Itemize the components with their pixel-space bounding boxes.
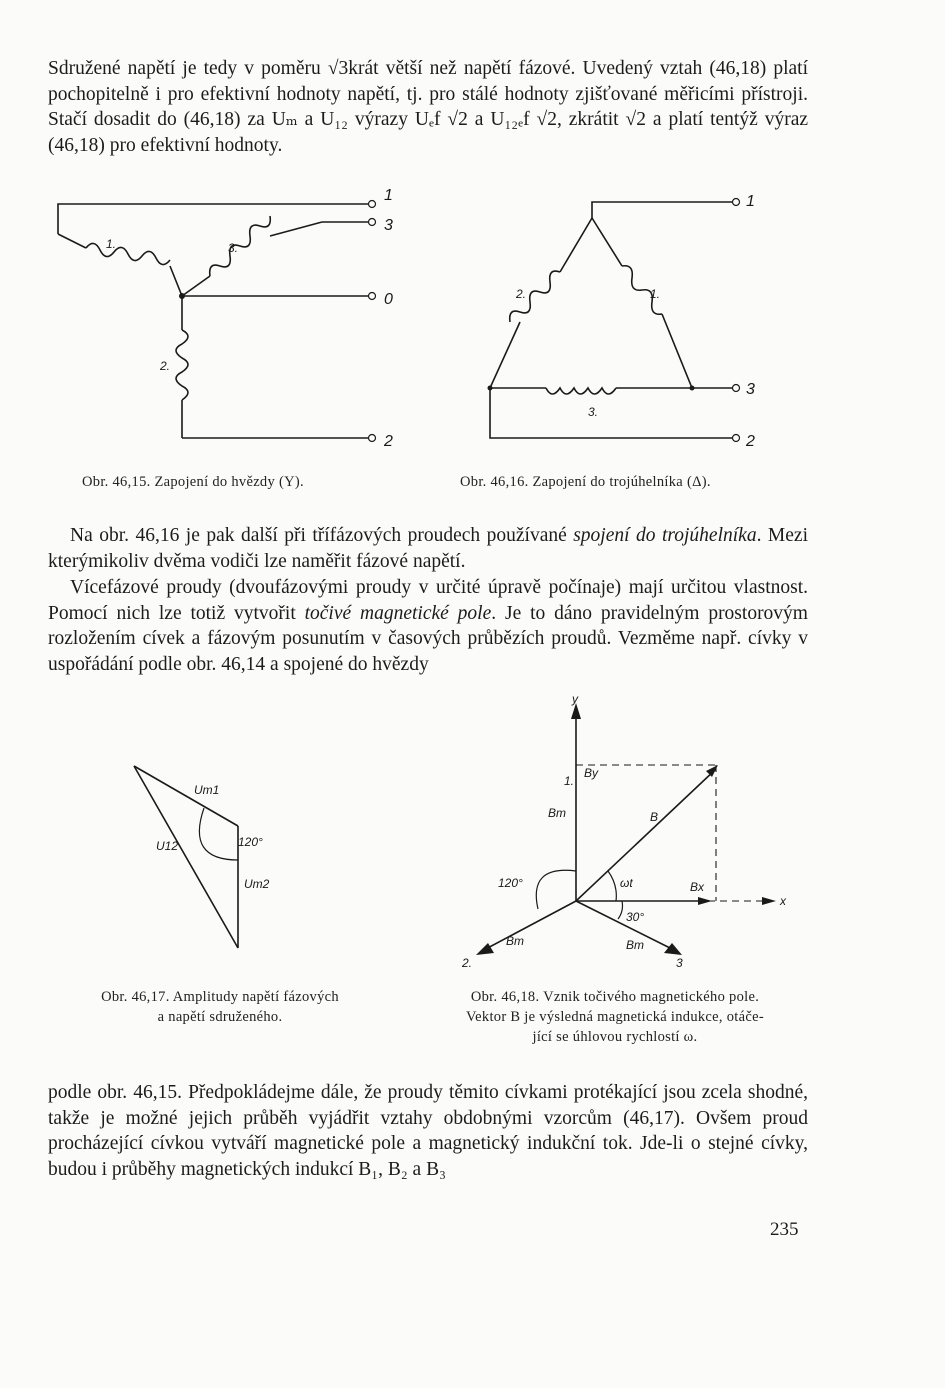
fig18-label-bm-3: Bm xyxy=(626,938,644,952)
fig16-coil-1: 1. xyxy=(650,287,661,301)
fig15-coil-1: 1. xyxy=(106,237,117,251)
fig18-label-wt: ωt xyxy=(620,876,633,890)
fig16-coil-3: 3. xyxy=(588,405,599,419)
fig16-terminal-2: 2 xyxy=(746,433,755,450)
fig15-caption: Obr. 46,15. Zapojení do hvězdy (Y). xyxy=(82,474,304,490)
page-number: 235 xyxy=(770,1219,799,1240)
fig15-coil-2: 2. xyxy=(160,359,171,373)
fig18-label-by: By xyxy=(584,766,599,780)
fig18-label-one: 1. xyxy=(564,774,575,788)
fig18-label-y: y xyxy=(572,692,578,706)
fig16-caption: Obr. 46,16. Zapojení do trojúhelníka (Δ). xyxy=(460,474,711,490)
fig17-caption: Obr. 46,17. Amplitudy napětí fázových a napětí sdruženého. xyxy=(101,989,339,1025)
fig18-label-30: 30° xyxy=(626,910,645,924)
fig18-label-bx: Bx xyxy=(690,880,705,894)
fig15-terminal-2: 2 xyxy=(384,433,393,450)
paragraph-4: podle obr. 46,15. Předpokládejme dále, že proudy těmito cívkami protékající jsou zcela shodné, takže je možné jejich průběh vyjádřit vztahy obdobnými vzorcům (46,17). Ovšem proud procházející cívkou vytváří magnetické pole a magnetický indukční tok. Jde-li o stejné cívky, budou i průběhy magnetických indukcí B₁, B₂ a B₃ xyxy=(48,1082,808,1180)
fig18-label-bm-2: Bm xyxy=(506,934,524,948)
fig18-label-b: B xyxy=(650,810,659,824)
fig17-label-angle: 120° xyxy=(238,835,263,849)
fig15-terminal-3: 3 xyxy=(384,217,393,234)
fig15-terminal-1: 1 xyxy=(384,187,393,204)
fig17-label-um2: Um2 xyxy=(244,877,270,891)
fig17-label-um1: Um1 xyxy=(194,783,220,797)
fig18-label-x: x xyxy=(780,894,786,908)
fig15-terminal-0: 0 xyxy=(384,291,393,308)
figure-delta-connection xyxy=(470,180,790,460)
fig18-label-120: 120° xyxy=(498,876,523,890)
figure-rotating-field xyxy=(450,692,810,985)
fig18-caption: Obr. 46,18. Vznik točivého magnetického pole. Vektor B je výsledná magnetická indukce, otáče- jící se úhlovou rychlostí ω. xyxy=(466,989,764,1045)
figure-voltage-triangle xyxy=(120,750,320,970)
figure-star-connection xyxy=(40,180,420,460)
fig15-coil-3: 3. xyxy=(228,241,239,255)
paragraph-3: Vícefázové proudy (dvoufázovými proudy v určité úpravě počínaje) mají určitou vlastnost. Pomocí nich lze totiž vytvořit točivé magnetické pole. Je to dáno pravidelným prostorovým rozložením cívek a fázovým posunutím v časových průbězích proudů. Vezměme např. cívky v uspořádání podle obr. 46,14 a spojené do hvězdy xyxy=(48,577,808,675)
fig16-coil-2: 2. xyxy=(516,287,527,301)
paragraph-1: Sdružené napětí je tedy v poměru √3krát větší než napětí fázové. Uvedený vztah (46,18) platí pochopitelně i pro efektivní hodnoty napětí, tj. pro stálé hodnoty zjišťované měřicími přístroji. Stačí dosadit do (46,18) za Uₘ a U₁₂ výrazy Uₑf √2 a U₁₂ₑf √2, zkrátit √2 a platí tentýž výraz (46,18) pro efektivní hodnoty. xyxy=(48,58,808,156)
fig18-label-two: 2. xyxy=(462,956,473,970)
fig17-label-u12: U12 xyxy=(156,839,179,853)
fig16-terminal-1: 1 xyxy=(746,193,755,210)
paragraph-2: Na obr. 46,16 je pak další při třífázových proudech používané spojení do trojúhelníka. Mezi kterýmikoliv dvěma vodiči lze naměřit fázové napětí. xyxy=(48,525,808,572)
fig18-label-bm-1: Bm xyxy=(548,806,566,820)
fig16-terminal-3: 3 xyxy=(746,381,755,398)
fig18-label-three: 3 xyxy=(676,956,683,970)
